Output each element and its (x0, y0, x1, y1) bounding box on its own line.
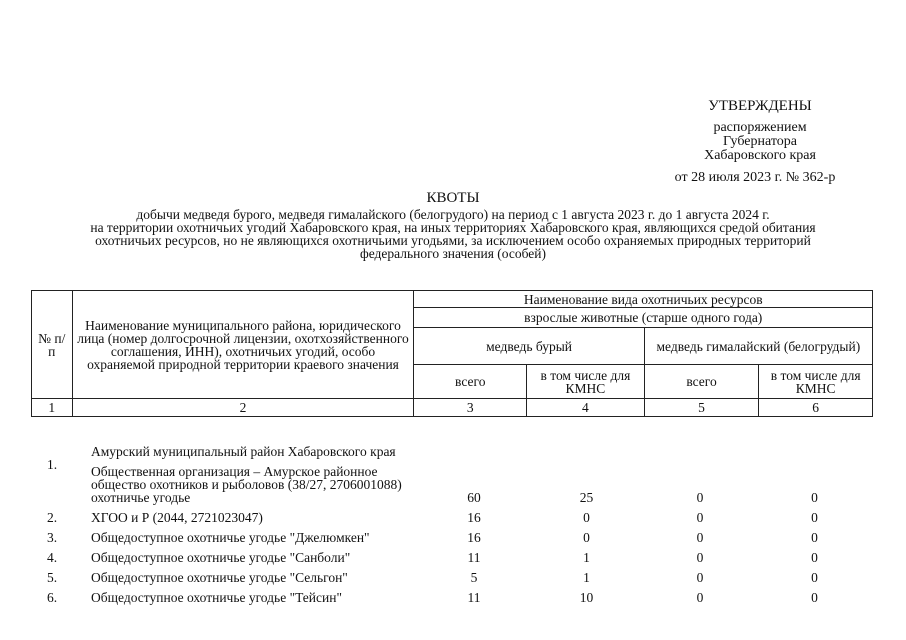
region-row (31, 430, 873, 458)
row-no: 6. (47, 590, 58, 605)
row-no: 1. (47, 457, 58, 472)
header-resource-kind: Наименование вида охотничьих ресурсов (414, 291, 873, 308)
quota-table-body (31, 430, 873, 604)
row-him-total: 0 (696, 490, 704, 505)
row-him-total: 0 (696, 570, 704, 585)
row-no: 5. (47, 570, 58, 585)
table-row (31, 564, 873, 584)
header-himalayan-bear: медведь гималайский (белогрудый) (644, 328, 872, 365)
row-him-kmns: 0 (811, 510, 818, 525)
subtitle-line: охотничьих ресурсов, но не являющихся охотничьими угодьями, за исключением особо охраняемых природных территорий (95, 233, 811, 248)
header-brown-bear: медведь бурый (414, 328, 644, 365)
document-subtitle (30, 208, 876, 260)
column-number: 6 (759, 399, 873, 417)
row-him-total: 0 (696, 590, 704, 605)
row-him-kmns: 0 (811, 570, 818, 585)
header-brown-kmns: в том числе для КМНС (527, 365, 645, 399)
header-brown-total: всего (414, 365, 527, 399)
approval-line-1: распоряжением (713, 120, 807, 135)
approval-date: от 28 июля 2023 г. № 362-р (674, 170, 836, 185)
table-row (31, 524, 873, 544)
row-him-total: 0 (696, 510, 704, 525)
row-brown-total: 60 (467, 490, 481, 505)
quota-table-header (31, 290, 873, 417)
row-him-total: 0 (696, 530, 704, 545)
row-brown-kmns: 1 (583, 570, 590, 585)
row-no: 2. (47, 510, 58, 525)
column-number: 1 (32, 399, 73, 417)
table-row (31, 544, 873, 564)
subtitle-line: на территории охотничьих угодий Хабаровского края, на иных территориях Хабаровского края, являющихся средой обитания (90, 220, 816, 235)
row-brown-total: 5 (470, 570, 478, 585)
row-him-kmns: 0 (811, 530, 818, 545)
row-him-kmns: 0 (811, 590, 818, 605)
row-brown-total: 16 (467, 510, 481, 525)
row-brown-total: 16 (467, 530, 481, 545)
column-number: 5 (644, 399, 759, 417)
row-brown-kmns: 1 (583, 550, 590, 565)
column-number: 3 (414, 399, 527, 417)
row-brown-total: 11 (467, 550, 481, 565)
approval-line-3: Хабаровского края (704, 148, 816, 163)
row-name: Общедоступное охотничье угодье "Джелюмкен" (91, 530, 370, 545)
column-number: 4 (527, 399, 645, 417)
header-him-kmns: в том числе для КМНС (759, 365, 873, 399)
table-row (31, 458, 873, 504)
row-name: Общедоступное охотничье угодье "Санболи" (91, 550, 351, 565)
row-him-kmns: 0 (811, 550, 818, 565)
header-adult: взрослые животные (старше одного года) (414, 308, 873, 328)
row-him-kmns: 0 (811, 490, 818, 505)
row-name: Общественная организация – Амурское районное общество охотников и рыболовов (38/27, 2706001088) охотничье угодье (91, 464, 402, 505)
approval-heading: УТВЕРЖДЕНЫ (708, 98, 812, 114)
subtitle-line: добычи медведя бурого, медведя гималайского (белогрудого) на период с 1 августа 2023 г. до 1 августа 2024 г. (136, 207, 770, 222)
header-no: № п/п (32, 291, 73, 399)
row-brown-kmns: 25 (579, 490, 594, 505)
row-brown-kmns: 0 (583, 530, 590, 545)
header-him-total: всего (644, 365, 759, 399)
row-him-total: 0 (696, 550, 704, 565)
row-name: Общедоступное охотничье угодье "Сельгон" (91, 570, 348, 585)
row-brown-kmns: 10 (579, 590, 594, 605)
row-brown-kmns: 0 (583, 510, 590, 525)
region-name: Амурский муниципальный район Хабаровского края (91, 444, 396, 459)
subtitle-line: федерального значения (особей) (359, 246, 547, 261)
row-no: 4. (47, 550, 58, 565)
row-name: ХГОО и Р (2044, 2721023047) (91, 510, 263, 525)
table-row (31, 504, 873, 524)
approval-line-2: Губернатора (722, 134, 798, 149)
row-name: Общедоступное охотничье угодье "Тейсин" (91, 590, 342, 605)
approval-block (640, 98, 880, 185)
row-brown-total: 11 (467, 590, 481, 605)
row-no: 3. (47, 530, 58, 545)
table-row (31, 584, 873, 604)
header-name: Наименование муниципального района, юридического лица (номер долгосрочной лицензии, охотхозяйственного соглашения, ИНН), охотничьих угодий, особо охраняемой природной территории краевого значения (72, 291, 414, 399)
column-number: 2 (72, 399, 414, 417)
document-title: КВОТЫ (426, 190, 480, 206)
